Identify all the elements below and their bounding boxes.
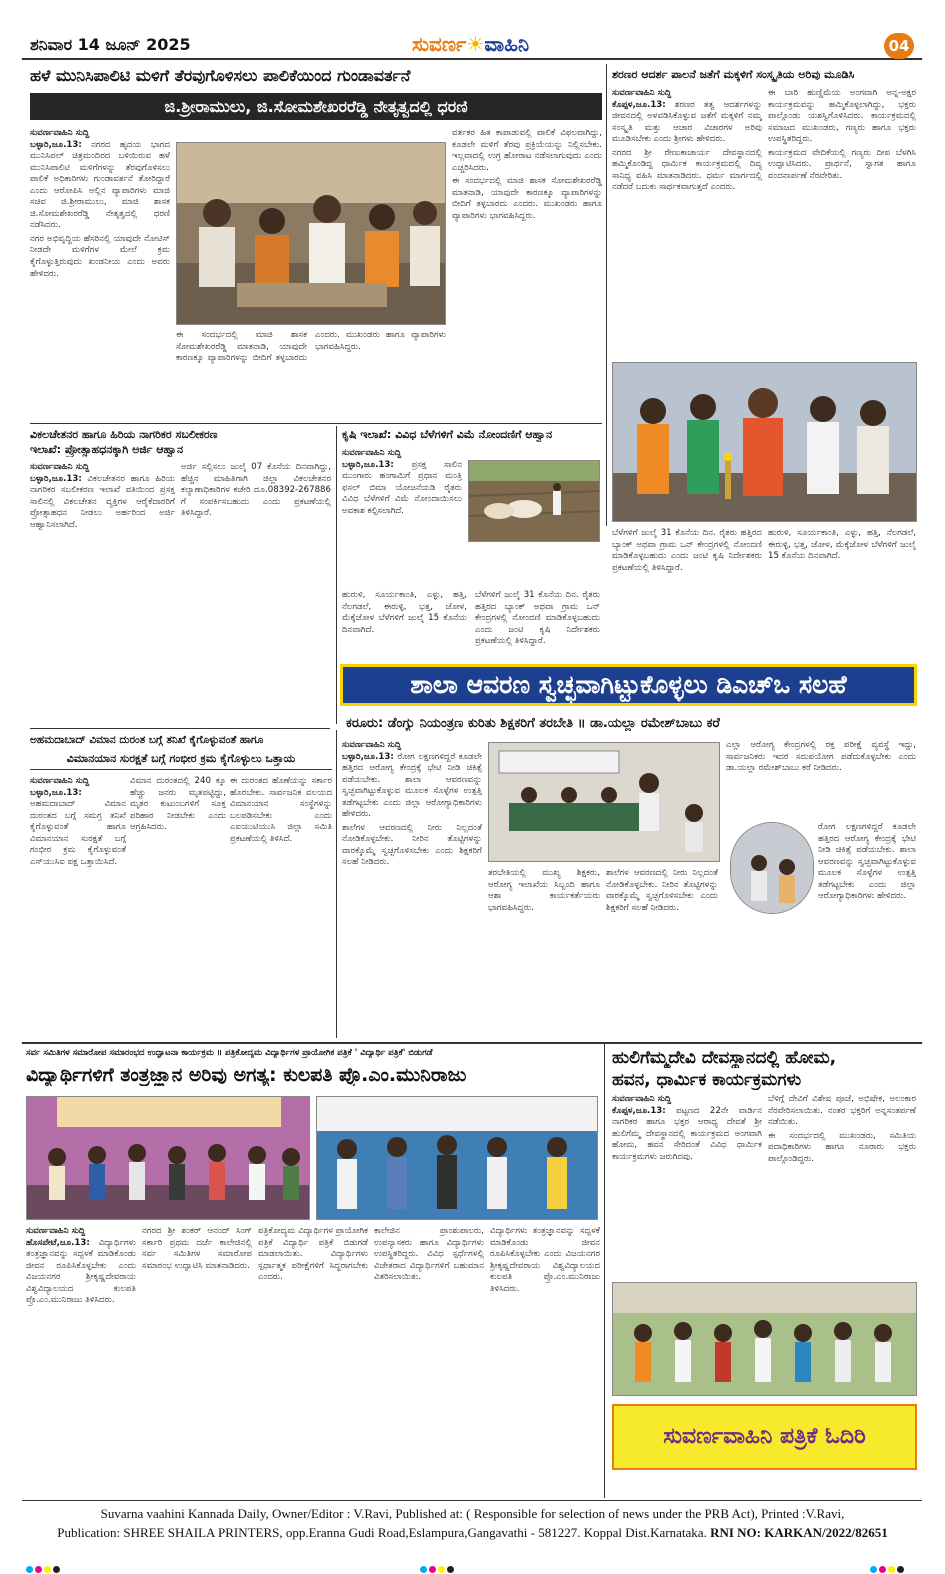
color-registration-marks-center [420, 1558, 456, 1574]
story8-p3: ಈ ಸಂದರ್ಭದಲ್ಲಿ ಮುಖಂಡರು, ಸಮಿತಿಯ ಪದಾಧಿಕಾರಿಗಳು ಹಾಗೂ ನೂರಾರು ಭಕ್ತರು ಪಾಲ್ಗೊಂಡಿದ್ದರು. [768, 1130, 916, 1164]
color-registration-marks-left [26, 1558, 62, 1574]
story5-p1-cont: ರೋಗ ಲಕ್ಷಣಗಳಿದ್ದರೆ ಕೂಡಲೇ ಹತ್ತಿರದ ಆರೋಗ್ಯ ಕೇಂದ್ರಕ್ಕೆ ಭೇಟಿ ನೀಡಿ ಚಿಕಿತ್ಸೆ ಪಡೆಯಬೇಕು. ಶಾಲಾ ಆವರಣವನ್ನು ಸ್ವಚ್ಛವಾಗಿಟ್ಟುಕೊಳ್ಳುವ ಮೂಲಕ ಸೊಳ್ಳೆಗಳ ಉತ್ಪತ್ತಿ ತಡೆಗಟ್ಟಬೇಕು ಎಂದು ಜಿಲ್ಲಾ ಆರೋಗ್ಯಾಧಿಕಾರಿಗಳು ಹೇಳಿದರು. [818, 822, 916, 902]
story8-col1 [612, 1094, 762, 1274]
sun-logo-icon: ☀ [466, 32, 485, 56]
story2-headline: ಶರಣರ ಆದರ್ಶ ಪಾಲನೆ ಜತೆಗೆ ಮಕ್ಕಳಿಗೆ ಸಂಸ್ಕೃತಿಯ ಅರಿವು ಮೂಡಿಸಿ [612, 68, 855, 81]
story6-col3 [230, 776, 332, 1038]
story6-subhead: ವಿಮಾನಯಾನ ಸುರಕ್ಷತೆ ಬಗ್ಗೆ ಗಂಭೀರ ಕ್ರಮ ಕೈಗೊಳ್ಳುಲು ಒತ್ತಾಯ [30, 752, 332, 770]
story2-col1 [612, 88, 762, 356]
story4-farmer-ploughing-photo [468, 460, 600, 542]
story3-headline: ವಿಕಲಚೇತನರ ಹಾಗೂ ಹಿರಿಯ ನಾಗರಿಕರ ಸಬಲೀಕರಣ [30, 428, 218, 441]
story1-p4-cont: ಈ ಸಂದರ್ಭದಲ್ಲಿ ಮಾಜಿ ಶಾಸಕ ಸೋಮಶೇಖರರೆಡ್ಡಿ ಮಾತನಾಡಿ, ಯಾವುದೇ ಕಾರಣಕ್ಕೂ ವ್ಯಾಪಾರಿಗಳನ್ನು ಬೀದಿಗೆ ತಳ್ಳಬಾರದು ಎಂದರು. ಮುಖಂಡರು ಹಾಗೂ ವ್ಯಾಪಾರಿಗಳು ಭಾಗವಹಿಸಿದ್ದರು. [176, 330, 446, 364]
story7-p2: ನಗರದ ಶ್ರೀ ಶಂಕರ್ ಆನಂದ್ ಸಿಂಗ್ ಸರ್ಕಾರಿ ಪ್ರಥಮ ದರ್ಜೆ ಕಾಲೇಜಿನಲ್ಲಿ ಸರ್ವ ಸಮಿತಿಗಳ ಸಮಾರೋಪ ಸಮಾರಂಭ ಉದ್ಘಾಟಿಸಿ ಮಾತನಾಡಿದರು. [142, 1226, 252, 1271]
column-rule [336, 426, 337, 724]
rni-number: RNI NO: KARKAN/2022/82651 [710, 1525, 888, 1540]
promo-read-newspaper: ಸುವರ್ಣವಾಹಿನಿ ಪತ್ರಿಕೆ ಓದಿರಿ [612, 1404, 917, 1470]
story2-lamp-lighting-photo [612, 362, 917, 522]
story5-training-photo [488, 742, 720, 862]
story7-col3 [258, 1226, 368, 1498]
story1-col2-bottom [176, 330, 446, 420]
story1-protest-photo [176, 142, 446, 325]
story3-col1 [30, 462, 175, 724]
story7-col1 [26, 1226, 136, 1498]
story1-p4: ಈ ಸಂದರ್ಭದಲ್ಲಿ ಮಾಜಿ ಶಾಸಕ ಸೋಮಶೇಖರರೆಡ್ಡಿ ಮಾತನಾಡಿ, ಯಾವುದೇ ಕಾರಣಕ್ಕೂ ವ್ಯಾಪಾರಿಗಳನ್ನು ಬೀದಿಗೆ ತಳ್ಳಬಾರದು ಎಂದರು. ಮುಖಂಡರು ಹಾಗೂ ವ್ಯಾಪಾರಿಗಳು ಭಾಗವಹಿಸಿದ್ದರು. [452, 176, 602, 221]
story1-p3: ವರ್ತಕರ ಹಿತ ಕಾಪಾಡುವಲ್ಲಿ ಪಾಲಿಕೆ ವಿಫಲವಾಗಿದ್ದು, ಕೂಡಲೇ ಮಳಿಗೆ ತೆರವು ಪ್ರಕ್ರಿಯೆಯನ್ನು ನಿಲ್ಲಿಸಬೇಕು. ಇಲ್ಲವಾದಲ್ಲಿ ಉಗ್ರ ಹೋರಾಟ ನಡೆಸಲಾಗುವುದು ಎಂದು ಎಚ್ಚರಿಸಿದರು. [452, 128, 602, 173]
story6-headline: ಅಹಮದಾಬಾದ್ ವಿಮಾನ ದುರಂತ ಬಗ್ಗೆ ತನಿಖೆ ಕೈಗೊಳ್ಳುವಂತೆ ಹಾಗೂ [30, 734, 264, 746]
column-rule [604, 1044, 605, 1498]
story1-headline: ಹಳೆ ಮುನಿಸಿಪಾಲಿಟಿ ಮಳಿಗೆ ತೆರವುಗೊಳಿಸಲು ಪಾಲಿಕೆಯಿಂದ ಗುಂಡಾವರ್ತನೆ [30, 66, 411, 85]
story5-p2: ಶಾಲೆಗಳ ಆವರಣದಲ್ಲಿ ನೀರು ನಿಲ್ಲದಂತೆ ನೋಡಿಕೊಳ್ಳಬೇಕು. ನೀರಿನ ತೊಟ್ಟಿಗಳನ್ನು ವಾರಕ್ಕೊಮ್ಮೆ ಸ್ವಚ್ಛಗೊಳಿಸಬೇಕು ಎಂದು ಶಿಕ್ಷಕರಿಗೆ ಸಲಹೆ ನೀಡಿದರು. [342, 822, 482, 868]
story4-p3-cont: ಬೆಳೆಗಳಿಗೆ ಜುಲೈ 31 ಕೊನೆಯ ದಿನ. ರೈತರು ಹತ್ತಿರದ ಬ್ಯಾಂಕ್ ಅಥವಾ ಗ್ರಾಮ ಒನ್ ಕೇಂದ್ರಗಳಲ್ಲಿ ನೋಂದಣಿ ಮಾಡಿಕೊಳ್ಳಬಹುದು ಎಂದು ಜಂಟಿ ಕೃಷಿ ನಿರ್ದೇಶಕರು ಪ್ರಕಟಣೆಯಲ್ಲಿ ತಿಳಿಸಿದ್ದಾರೆ. [612, 528, 762, 573]
masthead [22, 32, 922, 60]
story7-col2 [142, 1226, 252, 1498]
color-registration-marks-right [870, 1558, 906, 1574]
story5-classroom-photo [730, 822, 814, 914]
story8-p1: ಪಟ್ಟಣದ 22ನೇ ವಾರ್ಡಿನ ನಾಗರಿಕರ ಹಾಗೂ ಭಕ್ತರ ಆರಾಧ್ಯ ದೇವತೆ ಶ್ರೀ ಹುಲಿಗೆಮ್ಮ ದೇವಸ್ಥಾನದಲ್ಲಿ ಕಾರ್ಯಕ್ರಮದ ಅಂಗವಾಗಿ ಹೋಮ, ಹವನ ಸೇರಿದಂತೆ ವಿವಿಧ ಧಾರ್ಮಿಕ ಕಾರ್ಯಕ್ರಮಗಳು ಜರುಗಿದವು. [612, 1105, 762, 1162]
section-rule [30, 423, 602, 424]
story5-p2-cont: ಶಾಲೆಗಳ ಆವರಣದಲ್ಲಿ ನೀರು ನಿಲ್ಲದಂತೆ ನೋಡಿಕೊಳ್ಳಬೇಕು. ನೀರಿನ ತೊಟ್ಟಿಗಳನ್ನು ವಾರಕ್ಕೊಮ್ಮೆ ಸ್ವಚ್ಛಗೊಳಿಸಬೇಕು ಎಂದು ಶಿಕ್ಷಕರಿಗೆ ಸಲಹೆ ನೀಡಿದರು. [606, 868, 718, 913]
story7-inauguration-photo [316, 1096, 598, 1220]
page-number: 04 [884, 33, 914, 59]
issue-date: ಶನಿವಾರ 14 ಜೂನ್ 2025 [30, 35, 191, 54]
story8-p2: ಬೆಳಿಗ್ಗೆ ದೇವಿಗೆ ವಿಶೇಷ ಪೂಜೆ, ಅಭಿಷೇಕ, ಅಲಂಕಾರ ನೆರವೇರಿಸಲಾಯಿತು. ನಂತರ ಭಕ್ತರಿಗೆ ಅನ್ನಸಂತರ್ಪಣೆ ನಡೆಯಿತು. [768, 1094, 916, 1128]
story7-kicker: ಸರ್ವ ಸಮಿತಿಗಳ ಸಮಾರೋಪ ಸಮಾರಂಭದ ಉದ್ಘಾಟನಾ ಕಾರ್ಯಕ್ರಮ ॥ ಪತ್ರಿಕೋದ್ಯಮ ವಿದ್ಯಾರ್ಥಿಗಳ ಪ್ರಾಯೋಗಿಕ ಪತ್ರಿಕೆ ' ವಿದ್ಯಾರ್ಥಿ ಪತ್ರಿಕೆ' ಬಿಡುಗಡೆ [26, 1048, 433, 1058]
imprint-line1: Suvarna vaahini Kannada Daily, Owner/Editor : V.Ravi, Published at: ( Responsible for selection of news under the PRB Act), Printed :V.Ravi, [100, 1506, 845, 1521]
imprint-footer [30, 1504, 915, 1542]
story4-p2-cont: ಹುರುಳಿ, ಸೂರ್ಯಕಾಂತಿ, ಎಳ್ಳು, ಹತ್ತಿ, ನೆಲಗಡಲೆ, ಈರುಳ್ಳಿ, ಭತ್ತ, ಜೋಳ, ಮೆಕ್ಕೆಜೋಳ ಬೆಳೆಗಳಿಗೆ ಜುಲೈ 15 ಕೊನೆಯ ದಿನವಾಗಿದೆ. [768, 528, 916, 562]
paper-title [412, 32, 529, 56]
story4-p3: ಬೆಳೆಗಳಿಗೆ ಜುಲೈ 31 ಕೊನೆಯ ದಿನ. ರೈತರು ಹತ್ತಿರದ ಬ್ಯಾಂಕ್ ಅಥವಾ ಗ್ರಾಮ ಒನ್ ಕೇಂದ್ರಗಳಲ್ಲಿ ನೋಂದಣಿ ಮಾಡಿಕೊಳ್ಳಬಹುದು ಎಂದು ಜಂಟಿ ಕೃಷಿ ನಿರ್ದೇಶಕರು ಪ್ರಕಟಣೆಯಲ್ಲಿ ತಿಳಿಸಿದ್ದಾರೆ. [475, 590, 600, 647]
story5-col4 [726, 740, 916, 820]
story5-col3 [606, 868, 718, 1038]
story5-col1 [342, 740, 482, 1038]
story4-p1: ಪ್ರಸಕ್ತ ಸಾಲಿನ ಮುಂಗಾರು ಹಂಗಾಮಿಗೆ ಪ್ರಧಾನ ಮಂತ್ರಿ ಫಸಲ್ ಬಿಮಾ ಯೋಜನೆಯಡಿ ರೈತರು ವಿವಿಧ ಬೆಳೆಗಳಿಗೆ ವಿಮೆ ನೋಂದಾಯಿಸಲು ಅವಕಾಶ ಕಲ್ಪಿಸಲಾಗಿದೆ. [342, 459, 462, 516]
story6-byline: ಸುವರ್ಣವಾಹಿನಿ ಸುದ್ದಿ [30, 776, 90, 786]
column-rule [606, 64, 607, 526]
story1-dateline: ಬಳ್ಳಾರಿ,ಜೂ.13: [30, 139, 82, 150]
story3-subhead: ಇಲಾಖೆ: ಪ್ರೋತ್ಸಾಹಧನಕ್ಕಾಗಿ ಅರ್ಜಿ ಆಹ್ವಾನ [30, 443, 184, 456]
story2-col2 [768, 88, 916, 356]
story4-dateline: ಬಳ್ಳಾರಿ,ಜೂ.13: [342, 459, 394, 470]
story3-p2: ಅರ್ಜಿ ಸಲ್ಲಿಸಲು ಜುಲೈ 07 ಕೊನೆಯ ದಿನವಾಗಿದ್ದು, ಹೆಚ್ಚಿನ ಮಾಹಿತಿಗಾಗಿ ಜಿಲ್ಲಾ ವಿಕಲಚೇತನರ ಕಲ್ಯಾಣಾಧಿಕಾರಿಗಳ ಕಚೇರಿ ದೂ.08392-267886 ಗೆ ಸಂಪರ್ಕಿಸಬಹುದು ಎಂದು ಪ್ರಕಟಣೆಯಲ್ಲಿ ತಿಳಿಸಿದ್ದಾರೆ. [181, 462, 331, 519]
story8-dateline: ಕೊಪ್ಪಳ,ಜೂ.13: [612, 1105, 666, 1116]
imprint-publication: Publication: SHREE SHAILA PRINTERS, opp.Eranna Gudi Road,Eslampura,Gangavathi - 581227. Koppal Dist.Karnataka. [57, 1525, 707, 1540]
story4-right-col2 [768, 528, 916, 658]
story8-headline-line2: ಹವನ, ಧಾರ್ಮಿಕ ಕಾರ್ಯಕ್ರಮಗಳು [612, 1070, 802, 1090]
story2-byline: ಸುವರ್ಣವಾಹಿನಿ ಸುದ್ದಿ [612, 88, 672, 98]
story2-dateline: ಕೊಪ್ಪಳ,ಜೂ.13: [612, 99, 666, 110]
story6-p3: ಈ ದುರಂತದ ಹೊಣೆಯನ್ನು ಸರ್ಕಾರ ಹೊರಬೇಕು. ಸಾರ್ವಜನಿಕ ವಲಯದ ವಿಮಾನಯಾನ ಸಂಸ್ಥೆಗಳನ್ನು ಬಲಪಡಿಸಬೇಕು ಎಂದು ಎಐಯುಟಿಯುಸಿ ಜಿಲ್ಲಾ ಸಮಿತಿ ಪ್ರಕಟಣೆಯಲ್ಲಿ ತಿಳಿಸಿದೆ. [230, 776, 332, 844]
story5-p4: ಎಲ್ಲಾ ಆರೋಗ್ಯ ಕೇಂದ್ರಗಳಲ್ಲಿ ರಕ್ತ ಪರೀಕ್ಷೆ ವ್ಯವಸ್ಥೆ ಇದ್ದು, ಸಾರ್ವಜನಿಕರು ಇದರ ಸದುಪಯೋಗ ಪಡೆದುಕೊಳ್ಳಬೇಕು ಎಂದು ಡಾ.ಯಲ್ಲಾ ರಮೇಶ್‌ಬಾಬು ಕರೆ ನೀಡಿದರು. [726, 740, 916, 774]
story5-banner: ಶಾಲಾ ಆವರಣ ಸ್ವಚ್ಛವಾಗಿಟ್ಟುಕೊಳ್ಳಲು ಡಿಎಚ್‌ಒ ಸಲಹೆ [340, 664, 917, 706]
story7-byline: ಸುವರ್ಣವಾಹಿನಿ ಸುದ್ದಿ [26, 1226, 86, 1236]
story6-col1 [30, 776, 126, 1038]
story4-byline: ಸುವರ್ಣವಾಹಿನಿ ಸುದ್ದಿ [342, 448, 402, 458]
story4-right-col1 [612, 528, 762, 658]
story5-dateline: ಬಳ್ಳಾರಿ,ಜೂ.13: [342, 751, 394, 762]
story8-temple-photo [612, 1282, 917, 1396]
story1-subhead: ಜಿ.ಶ್ರೀರಾಮುಲು, ಜಿ.ಸೋಮಶೇಖರರೆಡ್ಡಿ ನೇತೃತ್ವದಲ್ಲಿ ಧರಣಿ [30, 93, 602, 120]
story7-p4: ಕಾಲೇಜಿನ ಪ್ರಾಂಶುಪಾಲರು, ಉಪನ್ಯಾಸಕರು ಹಾಗೂ ವಿದ್ಯಾರ್ಥಿಗಳು ಉಪಸ್ಥಿತರಿದ್ದರು. ವಿವಿಧ ಸ್ಪರ್ಧೆಗಳಲ್ಲಿ ವಿಜೇತರಾದ ವಿದ್ಯಾರ್ಥಿಗಳಿಗೆ ಬಹುಮಾನ ವಿತರಿಸಲಾಯಿತು. [374, 1226, 484, 1283]
story2-p1: ಶರಣರ ತತ್ವ ಆದರ್ಶಗಳನ್ನು ಜೀವನದಲ್ಲಿ ಅಳವಡಿಸಿಕೊಳ್ಳುವ ಜತೆಗೆ ಮಕ್ಕಳಿಗೆ ನಮ್ಮ ಸಂಸ್ಕೃತಿ ಮತ್ತು ಆಚಾರ ವಿಚಾರಗಳ ಅರಿವು ಮೂಡಿಸಬೇಕು ಎಂದು ಶ್ರೀಗಳು ಹೇಳಿದರು. [612, 99, 762, 145]
story7-col5 [490, 1226, 600, 1498]
story1-byline: ಸುವರ್ಣವಾಹಿನಿ ಸುದ್ದಿ [30, 128, 90, 138]
story5-subhead: ಕರೂರು: ಡೆಂಗ್ಯು ನಿಯಂತ್ರಣ ಕುರಿತು ಶಿಕ್ಷಕರಿಗೆ ತರಬೇತಿ ॥ ಡಾ.ಯಲ್ಲಾ ರಮೇಶ್‌ಬಾಬು ಕರೆ [346, 716, 720, 731]
story7-dateline: ಹೊಸಪೇಟೆ,ಜೂ.13: [26, 1237, 90, 1248]
story7-p3: ಪತ್ರಿಕೋದ್ಯಮ ವಿದ್ಯಾರ್ಥಿಗಳ ಪ್ರಾಯೋಗಿಕ ಪತ್ರಿಕೆ ವಿದ್ಯಾರ್ಥಿ ಪತ್ರಿಕೆ ಬಿಡುಗಡೆ ಮಾಡಲಾಯಿತು. ವಿದ್ಯಾರ್ಥಿಗಳು ಸ್ಪರ್ಧಾತ್ಮಕ ಪರೀಕ್ಷೆಗಳಿಗೆ ಸಿದ್ಧರಾಗಬೇಕು ಎಂದರು. [258, 1226, 368, 1283]
story6-col2 [130, 776, 226, 1038]
story7-p1: ವಿದ್ಯಾರ್ಥಿಗಳು ತಂತ್ರಜ್ಞಾನವನ್ನು ಸದ್ಬಳಕೆ ಮಾಡಿಕೊಂಡು ಜೀವನ ರೂಪಿಸಿಕೊಳ್ಳಬೇಕು ಎಂದು ವಿಜಯನಗರ ಶ್ರೀಕೃಷ್ಣದೇವರಾಯ ವಿಶ್ವವಿದ್ಯಾಲಯದ ಕುಲಪತಿ ಪ್ರೊ.ಎಂ.ಮುನಿರಾಜು ತಿಳಿಸಿದರು. [26, 1237, 136, 1306]
story2-p2: ನಗರದ ಶ್ರೀ ರೇಣುಕಾಚಾರ್ಯ ದೇವಸ್ಥಾನದಲ್ಲಿ ಹಮ್ಮಿಕೊಂಡಿದ್ದ ಧಾರ್ಮಿಕ ಕಾರ್ಯಕ್ರಮದಲ್ಲಿ ದಿವ್ಯ ಸಾನಿಧ್ಯ ವಹಿಸಿ ಮಾತನಾಡಿದರು. ಧರ್ಮ ಮಾರ್ಗದಲ್ಲಿ ನಡೆದರೆ ಬದುಕು ಸಾರ್ಥಕವಾಗುತ್ತದೆ ಎಂದರು. [612, 147, 762, 193]
story6-p2: ವಿಮಾನ ದುರಂತದಲ್ಲಿ 240 ಕ್ಕೂ ಹೆಚ್ಚು ಜನರು ಮೃತಪಟ್ಟಿದ್ದು, ಮೃತರ ಕುಟುಂಬಗಳಿಗೆ ಸೂಕ್ತ ಪರಿಹಾರ ನೀಡಬೇಕು ಎಂದು ಆಗ್ರಹಿಸಿದರು. [130, 776, 226, 833]
paper-title-part2: ವಾಹಿನಿ [484, 32, 530, 56]
section-rule [22, 1042, 922, 1044]
footer-rule [22, 1500, 922, 1501]
paper-title-part1: ಸುವರ್ಣ [412, 32, 467, 56]
story1-col3 [452, 128, 602, 420]
story8-col2 [768, 1094, 916, 1274]
story4-col1 [342, 448, 462, 588]
story8-byline: ಸುವರ್ಣವಾಹಿನಿ ಸುದ್ದಿ [612, 1094, 672, 1104]
story2-p3: ಈ ಬಾರಿ ಹುಣ್ಣಿಮೆಯ ಅಂಗವಾಗಿ ಅನ್ನ-ಅಕ್ಷರ ಕಾರ್ಯಕ್ರಮವನ್ನು ಹಮ್ಮಿಕೊಳ್ಳಲಾಗಿದ್ದು, ಭಕ್ತರು ಪಾಲ್ಗೊಂಡು ಯಶಸ್ವಿಗೊಳಿಸಿದರು. ಕಾರ್ಯಕ್ರಮದಲ್ಲಿ ಸಮಾಜದ ಮುಖಂಡರು, ಗಣ್ಯರು ಹಾಗೂ ಭಕ್ತರು ಉಪಸ್ಥಿತರಿದ್ದರು. [768, 88, 916, 145]
story7-students-photo [26, 1096, 310, 1220]
story6-dateline: ಬಳ್ಳಾರಿ,ಜೂ.13: [30, 787, 82, 798]
story7-headline: ವಿದ್ಯಾರ್ಥಿಗಳಿಗೆ ತಂತ್ರಜ್ಞಾನ ಅರಿವು ಅಗತ್ಯ: ಕುಲಪತಿ ಪ್ರೊ.ಎಂ.ಮುನಿರಾಜು [26, 1064, 467, 1086]
story5-p3: ತರಬೇತಿಯಲ್ಲಿ ಮುಖ್ಯ ಶಿಕ್ಷಕರು, ಆರೋಗ್ಯ ಇಲಾಖೆಯ ಸಿಬ್ಬಂದಿ ಹಾಗೂ ಆಶಾ ಕಾರ್ಯಕರ್ತೆಯರು ಭಾಗವಹಿಸಿದ್ದರು. [488, 868, 600, 913]
story6-p1: ಅಹಮದಾಬಾದ್ ವಿಮಾನ ದುರಂತದ ಬಗ್ಗೆ ಸಮಗ್ರ ತನಿಖೆ ಕೈಗೊಳ್ಳುವಂತೆ ಹಾಗೂ ವಿಮಾನಯಾನ ಸುರಕ್ಷತೆ ಬಗ್ಗೆ ಗಂಭೀರ ಕ್ರಮ ಕೈಗೊಳ್ಳುವಂತೆ ಎಸ್‌ಯುಸಿಐ ಪಕ್ಷ ಒತ್ತಾಯಿಸಿದೆ. [30, 799, 126, 867]
story3-col2 [181, 462, 331, 724]
story2-p4: ಕಾರ್ಯಕ್ರಮದ ವೇದಿಕೆಯಲ್ಲಿ ಗಣ್ಯರು ದೀಪ ಬೆಳಗಿಸಿ ಉದ್ಘಾಟಿಸಿದರು. ಪ್ರಾರ್ಥನೆ, ಸ್ವಾಗತ ಹಾಗೂ ವಂದನಾರ್ಪಣೆ ನೆರವೇರಿತು. [768, 147, 916, 181]
story5-p1: ರೋಗ ಲಕ್ಷಣಗಳಿದ್ದರೆ ಕೂಡಲೇ ಹತ್ತಿರದ ಆರೋಗ್ಯ ಕೇಂದ್ರಕ್ಕೆ ಭೇಟಿ ನೀಡಿ ಚಿಕಿತ್ಸೆ ಪಡೆಯಬೇಕು. ಶಾಲಾ ಆವರಣವನ್ನು ಸ್ವಚ್ಛವಾಗಿಟ್ಟುಕೊಳ್ಳುವ ಮೂಲಕ ಸೊಳ್ಳೆಗಳ ಉತ್ಪತ್ತಿ ತಡೆಗಟ್ಟಬೇಕು ಎಂದು ಜಿಲ್ಲಾ ಆರೋಗ್ಯಾಧಿಕಾರಿಗಳು ಹೇಳಿದರು. [342, 751, 482, 820]
story1-p2: ನಗರ ಅಭಿವೃದ್ಧಿಯ ಹೆಸರಿನಲ್ಲಿ ಯಾವುದೇ ನೋಟಿಸ್ ನೀಡದೇ ಮಳಿಗೆಗಳ ಮೇಲೆ ಕ್ರಮ ಕೈಗೊಳ್ಳುತ್ತಿರುವುದು ಖಂಡನೀಯ ಎಂದು ಅವರು ಹೇಳಿದರು. [30, 233, 170, 279]
imprint-line2 [30, 1523, 915, 1542]
story5-byline: ಸುವರ್ಣವಾಹಿನಿ ಸುದ್ದಿ [342, 740, 402, 750]
story4-headline: ಕೃಷಿ ಇಲಾಖೆ: ವಿವಿಧ ಬೆಳೆಗಳಿಗೆ ವಿಮೆ ನೋಂದಣಿಗೆ ಆಹ್ವಾನ [342, 428, 553, 441]
story1-p1: ನಗರದ ಹೃದಯ ಭಾಗದ ಮುನಿಸಿಪಲ್ ಚಿತ್ರಮಂದಿರದ ಬಳಿಯಿರುವ ಹಳೆ ಮುನಿಸಿಪಾಲಿಟಿ ಮಳಿಗೆಗಳನ್ನು ತೆರವುಗೊಳಿಸಲು ಪಾಲಿಕೆ ಅಧಿಕಾರಿಗಳು ಗುಂಡಾವರ್ತನೆ ತೋರಿದ್ದಾರೆ ಎಂದು ಆರೋಪಿಸಿ ಅಲ್ಲಿನ ವ್ಯಾಪಾರಿಗಳು ಮಾಜಿ ಸಚಿವ ಜಿ.ಶ್ರೀರಾಮುಲು, ಮಾಜಿ ಶಾಸಕ ಜಿ.ಸೋಮಶೇಖರರೆಡ್ಡಿ ನೇತೃತ್ವದಲ್ಲಿ ಧರಣಿ ನಡೆಸಿದರು. [30, 139, 170, 231]
section-rule [30, 728, 330, 729]
column-rule [336, 730, 337, 1038]
story7-p1-cont: ವಿದ್ಯಾರ್ಥಿಗಳು ತಂತ್ರಜ್ಞಾನವನ್ನು ಸದ್ಬಳಕೆ ಮಾಡಿಕೊಂಡು ಜೀವನ ರೂಪಿಸಿಕೊಳ್ಳಬೇಕು ಎಂದು ವಿಜಯನಗರ ಶ್ರೀಕೃಷ್ಣದೇವರಾಯ ವಿಶ್ವವಿದ್ಯಾಲಯದ ಕುಲಪತಿ ಪ್ರೊ.ಎಂ.ಮುನಿರಾಜು ತಿಳಿಸಿದರು. [490, 1226, 600, 1294]
story5-col2 [488, 868, 600, 1038]
story1-col1 [30, 128, 170, 420]
story7-col4 [374, 1226, 484, 1498]
story3-dateline: ಬಳ್ಳಾರಿ,ಜೂ.13: [30, 473, 82, 484]
story5-col5 [818, 822, 916, 1038]
story3-p1: ವಿಕಲಚೇತನರ ಹಾಗೂ ಹಿರಿಯ ನಾಗರಿಕರ ಸಬಲೀಕರಣ ಇಲಾಖೆ ವತಿಯಿಂದ ಪ್ರಸಕ್ತ ಸಾಲಿನಲ್ಲಿ ವಿಕಲಚೇತನ ವ್ಯಕ್ತಿಗಳ ಆರೈಕೆದಾರರಿಗೆ ಪ್ರೋತ್ಸಾಹಧನ ನೀಡಲು ಅರ್ಹರಿಂದ ಅರ್ಜಿ ಆಹ್ವಾನಿಸಲಾಗಿದೆ. [30, 473, 175, 530]
story4-p2: ಹುರುಳಿ, ಸೂರ್ಯಕಾಂತಿ, ಎಳ್ಳು, ಹತ್ತಿ, ನೆಲಗಡಲೆ, ಈರುಳ್ಳಿ, ಭತ್ತ, ಜೋಳ, ಮೆಕ್ಕೆಜೋಳ ಬೆಳೆಗಳಿಗೆ ಜುಲೈ 15 ಕೊನೆಯ ದಿನವಾಗಿದೆ. [342, 590, 467, 635]
story3-byline: ಸುವರ್ಣವಾಹಿನಿ ಸುದ್ದಿ [30, 462, 90, 472]
story8-headline-line1: ಹುಲಿಗೆಮ್ಮದೇವಿ ದೇವಸ್ಥಾನದಲ್ಲಿ ಹೋಮ, [612, 1048, 837, 1068]
